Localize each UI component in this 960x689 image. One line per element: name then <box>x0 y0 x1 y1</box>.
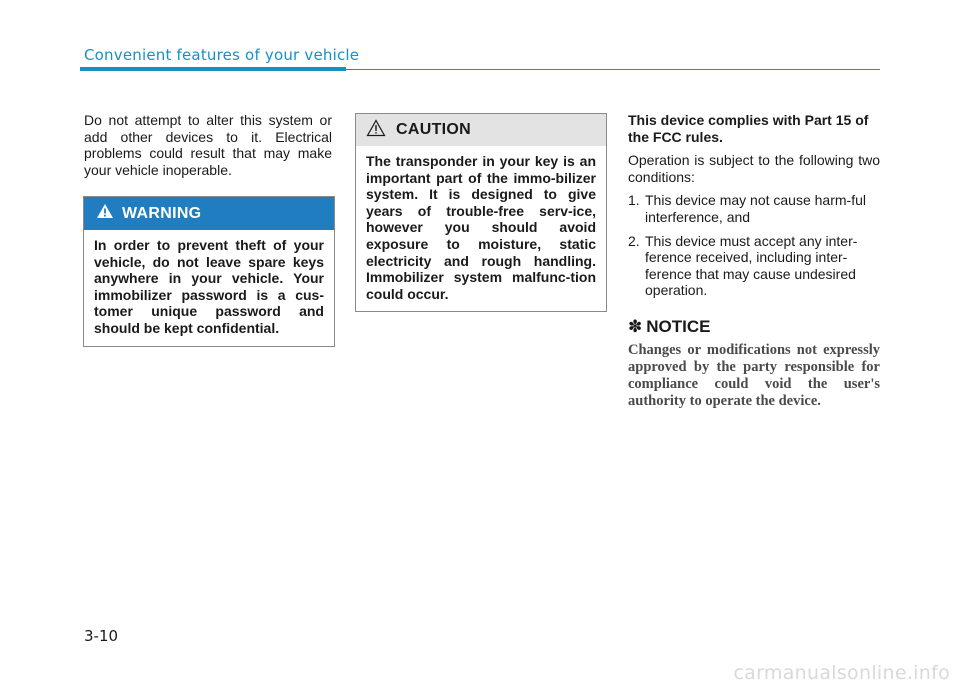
fcc-compliance-title: This device complies with Part 15 of the FCC rules. <box>628 112 869 145</box>
notice-heading <box>628 317 880 337</box>
watermark: carmanualsonline.info <box>733 662 950 684</box>
warning-box <box>83 196 335 347</box>
condition-number: 1. <box>628 192 640 209</box>
warning-label: WARNING <box>122 204 202 222</box>
condition-item <box>628 233 880 299</box>
caution-label: CAUTION <box>396 121 471 138</box>
condition-number: 2. <box>628 232 640 249</box>
fcc-column <box>628 112 880 410</box>
page-number: 3-10 <box>84 627 119 645</box>
caution-text: The transponder in your key is an important part of the immo-bilizer system. It is designed to give years of trouble-free serv-ice, however you should avoid exposure to moisture, static electricity and rough handling. Immobilizer system malfunc-tion could occur. <box>366 153 596 302</box>
notice-label: NOTICE <box>646 316 711 336</box>
condition-item <box>628 192 880 225</box>
header-rule-thin <box>346 69 880 71</box>
caution-header <box>356 114 606 146</box>
caution-triangle-icon <box>366 119 386 142</box>
caution-box <box>355 113 607 312</box>
warning-header <box>84 197 334 230</box>
header-rule-thick <box>80 67 346 71</box>
notice-text: Changes or modifications not expressly approved by the party responsible for compliance could void the user's authority to operate the device. <box>628 341 880 409</box>
warning-text: In order to prevent theft of your vehicle, do not leave spare keys anywhere in your vehicle. Your immobilizer password is a cus-tomer unique password and should be kept confidential. <box>94 237 324 336</box>
condition-text: This device must accept any inter-ference received, including inter-ference that may cause undesired operation. <box>645 232 858 299</box>
warning-triangle-icon <box>96 203 114 224</box>
condition-text: This device may not cause harm-ful interference, and <box>645 192 866 225</box>
intro-paragraph: Do not attempt to alter this system or add other devices to it. Electrical problems could result that may make your vehicle inoperable. <box>84 112 332 178</box>
notice-asterisk-icon: ✽ <box>628 316 643 336</box>
conditions-list <box>628 192 880 299</box>
section-title: Convenient features of your vehicle <box>84 46 360 64</box>
operation-intro: Operation is subject to the following two conditions: <box>628 152 880 185</box>
